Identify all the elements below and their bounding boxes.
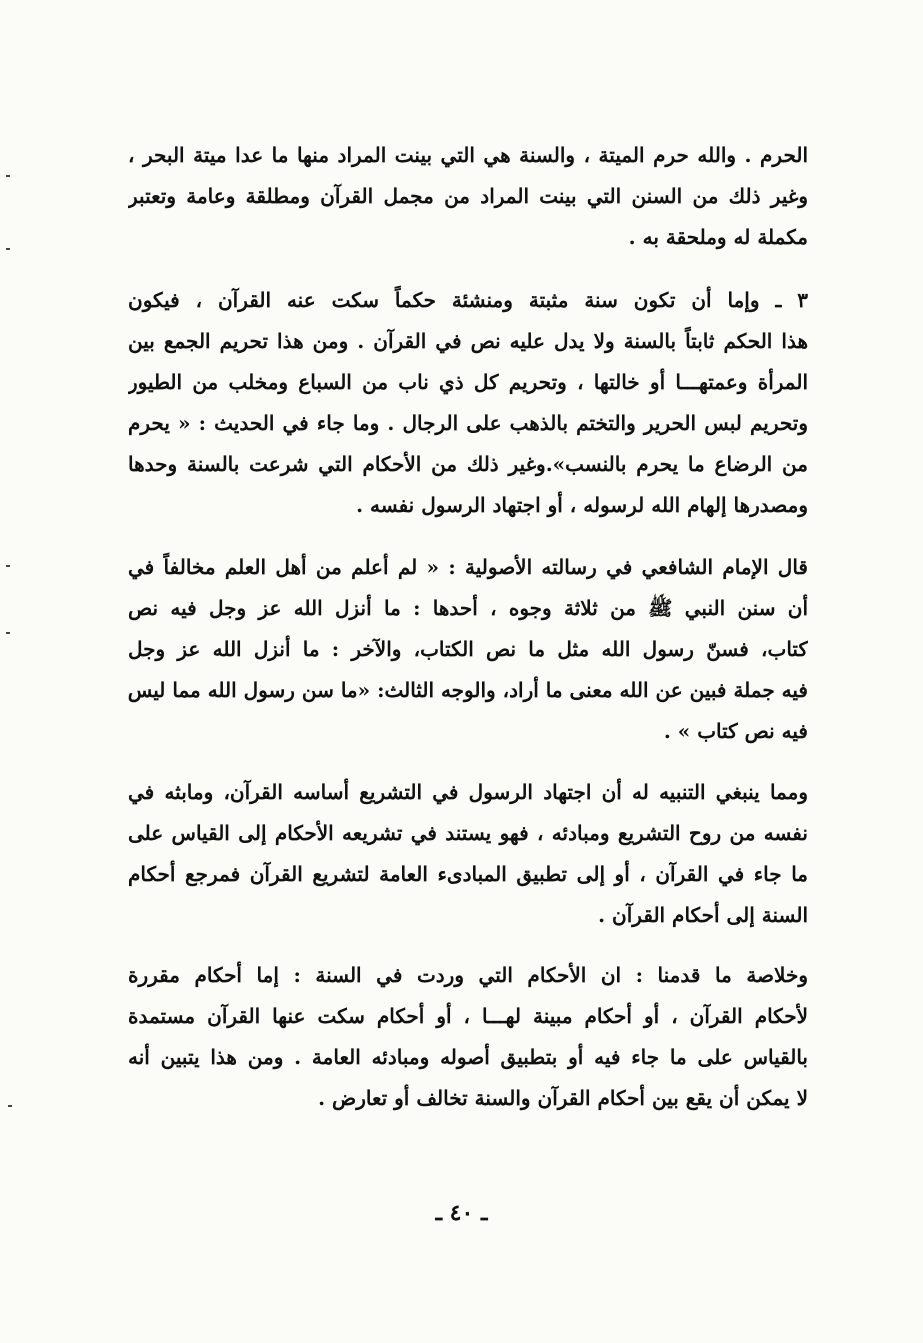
paragraph-5 bbox=[128, 955, 808, 1119]
text-line: المرأة وعمتهـــا أو خالتها ، وتحريم كل ذي ناب من السباع ومخلب من الطيور bbox=[128, 370, 808, 394]
paragraph-2 bbox=[128, 280, 808, 526]
text-line: ما جاء في القرآن ، أو إلى تطبيق المبادىء العامة لتشريع القرآن فمرجع أحكام bbox=[128, 862, 808, 886]
text-line: بالقياس على ما جاء فيه أو بتطبيق أصوله ومبادئه العامة . ومن هذا يتبين أنه bbox=[128, 1045, 808, 1069]
paragraph-1 bbox=[128, 135, 808, 258]
text-line: وتحريم لبس الحرير والتختم بالذهب على الرجال . وما جاء في الحديث : « يحرم bbox=[128, 411, 808, 435]
text-line: فيه جملة فبين عن الله معنى ما أراد، والوجه الثالث: «ما سن رسول الله مما ليس bbox=[128, 678, 808, 702]
text-line: وخلاصة ما قدمنا : ان الأحكام التي وردت في السنة : إما أحكام مقررة bbox=[128, 963, 808, 987]
page-number: ـ ٤٠ ـ bbox=[435, 1200, 488, 1226]
text-line: أن سنن النبي ﷺ من ثلاثة وجوه ، أحدها : ما أنزل الله عز وجل فيه نص bbox=[128, 596, 808, 620]
text-line: هذا الحكم ثابتاً بالسنة ولا يدل عليه نص في القرآن . ومن هذا تحريم الجمع بين bbox=[128, 329, 808, 353]
text-line: لأحكام القرآن ، أو أحكام مبينة لهـــا ، أو أحكام سكت عنها القرآن مستمدة bbox=[128, 1004, 808, 1028]
text-line: ومما ينبغي التنبيه له أن اجتهاد الرسول في التشريع أساسه القرآن، ومابثه في bbox=[128, 780, 808, 804]
text-line: ومصدرها إلهام الله لرسوله ، أو اجتهاد الرسول نفسه . bbox=[356, 493, 808, 517]
text-line: كتاب، فسنّ رسول الله مثل ما نص الكتاب، والآخر : ما أنزل الله عز وجل bbox=[128, 637, 808, 661]
text-line: لا يمكن أن يقع بين أحكام القرآن والسنة تخالف أو تعارض . bbox=[318, 1086, 808, 1110]
paragraph-3 bbox=[128, 547, 808, 752]
scan-mark bbox=[6, 632, 10, 634]
text-line: فيه نص كتاب » . bbox=[663, 719, 808, 743]
scan-mark bbox=[6, 248, 10, 250]
text-line: نفسه من روح التشريع ومبادئه ، فهو يستند في تشريعه الأحكام إلى القياس على bbox=[128, 821, 808, 845]
text-line: قال الإمام الشافعي في رسالته الأصولية : « لم أعلم من أهل العلم مخالفاً في bbox=[128, 555, 808, 579]
text-line: الحرم . والله حرم الميتة ، والسنة هي التي بينت المراد منها ما عدا ميتة البحر ، bbox=[128, 143, 808, 167]
scan-mark bbox=[8, 1105, 12, 1107]
text-line: مكملة له وملحقة به . bbox=[628, 225, 808, 249]
text-line: من الرضاع ما يحرم بالنسب».وغير ذلك من الأحكام التي شرعت بالسنة وحدها bbox=[128, 452, 808, 476]
text-line: السنة إلى أحكام القرآن . bbox=[598, 903, 808, 927]
scan-mark bbox=[6, 175, 10, 177]
text-line: وغير ذلك من السنن التي بينت المراد من مجمل القرآن ومطلقة وعامة وتعتبر bbox=[128, 184, 808, 208]
scan-mark bbox=[6, 565, 10, 567]
text-line: ٣ ـ وإما أن تكون سنة مثبتة ومنشئة حكماً سكت عنه القرآن ، فيكون bbox=[128, 288, 808, 312]
paragraph-4 bbox=[128, 772, 808, 936]
